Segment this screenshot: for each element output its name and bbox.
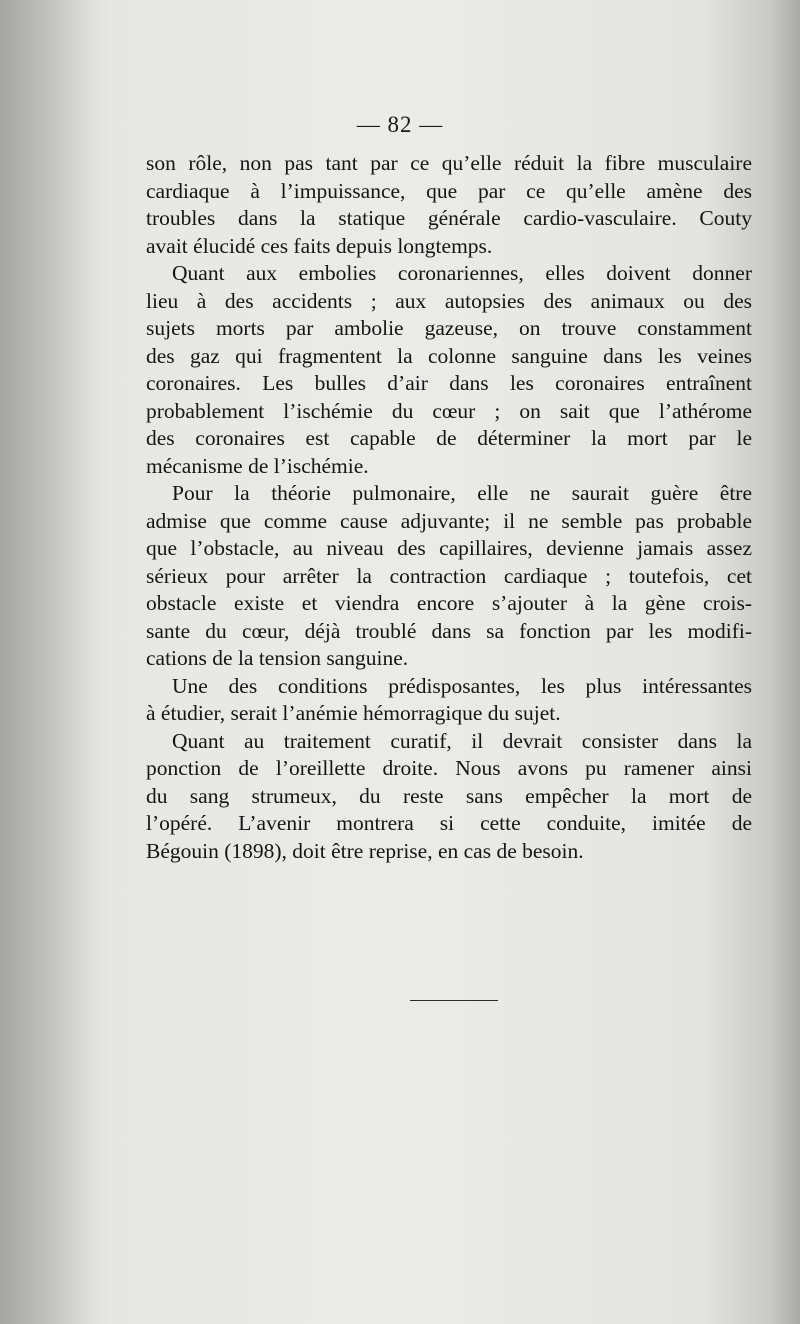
text-line: sujets morts par ambolie gazeuse, on trouve constamment — [146, 316, 752, 340]
binding-shadow — [0, 0, 110, 1324]
page-body — [146, 150, 752, 865]
text-line: cations de la tension sanguine. — [146, 646, 409, 670]
text-line: avait élucidé ces faits depuis longtemps. — [146, 233, 493, 258]
text-line: que l’obstacle, au niveau des capillaires, devienne jamais assez — [146, 536, 752, 560]
text-line: du sang strumeux, du reste sans empêcher la mort de — [146, 783, 752, 808]
text-line: sérieux pour arrêter la contraction cardiaque ; toutefois, cet — [146, 563, 752, 588]
paragraph — [146, 260, 752, 480]
text-line: admise que comme cause adjuvante; il ne semble pas probable — [146, 508, 752, 533]
text-line: l’opéré. L’avenir montrera si cette conduite, imitée de — [146, 811, 752, 835]
text-line: Pour la théorie pulmonaire, elle ne saurait guère être — [172, 481, 752, 505]
text-line: Quant au traitement curatif, il devrait consister dans la — [172, 728, 752, 753]
text-line: des gaz qui fragmentent la colonne sanguine dans les veines — [146, 343, 752, 368]
text-line: probablement l’ischémie du cœur ; on sait que l’athérome — [146, 398, 752, 423]
text-line: obstacle existe et viendra encore s’ajouter à la gène crois- — [146, 591, 752, 615]
text-line: cardiaque à l’impuissance, que par ce qu’elle amène des — [146, 178, 752, 203]
text-line: son rôle, non pas tant par ce qu’elle réduit la fibre musculaire — [146, 151, 752, 175]
text-line: Quant aux embolies coronariennes, elles doivent donner — [172, 261, 752, 285]
text-line: ponction de l’oreillette droite. Nous avons pu ramener ainsi — [146, 756, 752, 780]
text-line: Une des conditions prédisposantes, les plus intéressantes — [172, 673, 752, 698]
paragraph — [146, 728, 752, 866]
text-line: lieu à des accidents ; aux autopsies des animaux ou des — [146, 288, 752, 313]
text-line: Bégouin (1898), doit être reprise, en cas de besoin. — [146, 838, 584, 863]
text-line: coronaires. Les bulles d’air dans les coronaires entraînent — [146, 371, 752, 395]
text-line: mécanisme de l’ischémie. — [146, 453, 369, 478]
text-line: des coronaires est capable de déterminer la mort par le — [146, 426, 752, 450]
text-line: troubles dans la statique générale cardio-vasculaire. Couty — [146, 206, 752, 230]
text-line: sante du cœur, déjà troublé dans sa fonction par les modifi- — [146, 618, 752, 643]
paragraph — [146, 480, 752, 673]
text-line: à étudier, serait l’anémie hémorragique du sujet. — [146, 701, 561, 725]
paragraph — [146, 150, 752, 260]
section-divider — [410, 1000, 498, 1001]
page-number: — 82 — — [356, 112, 444, 137]
paragraph — [146, 673, 752, 728]
